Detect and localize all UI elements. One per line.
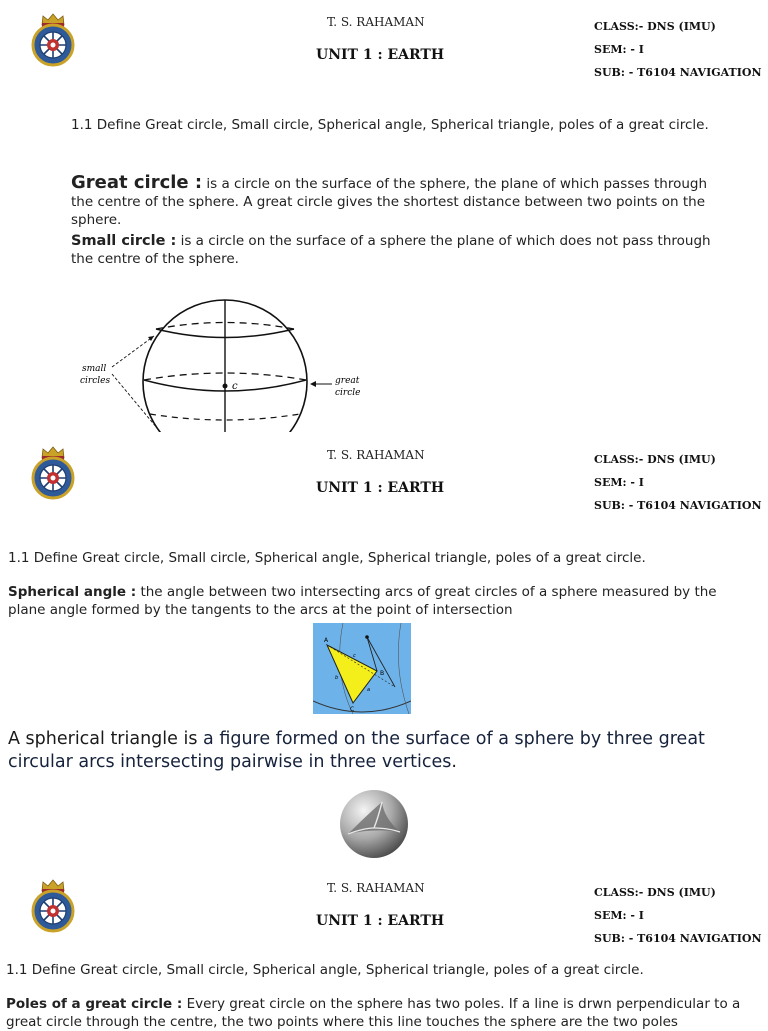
spherical-angle-figure <box>313 623 411 714</box>
header-class: CLASS:- DNS (IMU) <box>594 453 716 466</box>
figure-side-b: b <box>335 675 339 681</box>
emblem-icon <box>33 891 73 931</box>
header-unit: UNIT 1 : EARTH <box>316 47 445 63</box>
figure-side-a: a <box>367 687 371 693</box>
header-author: T. S. RAHAMAN <box>327 448 425 462</box>
figure-label-small-1: small <box>82 364 107 374</box>
poles-definition: Every great circle on the sphere has two poles. If a line is drwn perpendicular to a great circle through the centre, the two points where this line touches the sphere are the two poles <box>6 996 741 1030</box>
header-class: CLASS:- DNS (IMU) <box>594 886 716 899</box>
header-sem: SEM: - I <box>594 909 644 922</box>
great-circle-definition: is a circle on the surface of the sphere, the plane of which passes through the centre of the sphere. A great circle gives the shortest distance between two points on the sphere. <box>71 176 708 228</box>
poles-term: Poles of a great circle : <box>6 996 183 1012</box>
great-circle-term: Great circle : <box>71 172 203 193</box>
header-unit: UNIT 1 : EARTH <box>316 913 445 929</box>
figure-vertex-c: C <box>350 706 355 713</box>
spherical-angle-definition: the angle between two intersecting arcs of great circles of a sphere measured by the plane angle formed by the tangents to the arcs at the point of intersection <box>8 584 717 618</box>
spherical-triangle-figure <box>338 788 410 860</box>
institute-logo <box>29 11 77 67</box>
emblem-icon <box>33 458 73 498</box>
figure-label-great-1: great <box>335 376 360 386</box>
poles-paragraph <box>6 995 761 1031</box>
header-author: T. S. RAHAMAN <box>327 881 425 895</box>
figure-vertex-b: B <box>380 670 385 677</box>
triangle-def-rest: a figure formed on the surface of a sphere by three great circular arcs intersecting pairwise in three vertices <box>8 729 705 772</box>
objective-text: 1.1 Define Great circle, Small circle, Spherical angle, Spherical triangle, poles of a great circle. <box>8 550 646 566</box>
figure-side-c: c <box>353 653 356 659</box>
triangle-def-lead: A spherical triangle is <box>8 729 204 749</box>
header-sub: SUB: - T6104 NAVIGATION <box>594 499 762 512</box>
great-circle-paragraph <box>71 174 721 229</box>
objective-text: 1.1 Define Great circle, Small circle, Spherical angle, Spherical triangle, poles of a great circle. <box>6 962 644 978</box>
header-sem: SEM: - I <box>594 476 644 489</box>
institute-logo <box>29 877 77 933</box>
objective-text: 1.1 Define Great circle, Small circle, Spherical angle, Spherical triangle, poles of a great circle. <box>71 117 709 133</box>
header-sub: SUB: - T6104 NAVIGATION <box>594 932 762 945</box>
small-circle-term: Small circle : <box>71 233 177 249</box>
header-unit: UNIT 1 : EARTH <box>316 480 445 496</box>
figure-vertex-a: A <box>324 637 329 644</box>
figure-label-small-2: circles <box>80 376 111 386</box>
institute-logo <box>29 444 77 500</box>
header-meta <box>594 15 762 84</box>
header-class: CLASS:- DNS (IMU) <box>594 20 716 33</box>
triangle-def-end: . <box>451 752 457 772</box>
figure-label-great-2: circle <box>335 388 361 398</box>
header-meta <box>594 448 762 517</box>
spherical-angle-term: Spherical angle : <box>8 584 137 600</box>
header-meta <box>594 881 762 950</box>
small-circle-definition: is a circle on the surface of a sphere the plane of which does not pass through the centre of the sphere. <box>71 233 711 267</box>
emblem-icon <box>33 25 73 65</box>
header-sem: SEM: - I <box>594 43 644 56</box>
great-small-circle-figure <box>70 296 370 432</box>
figure-label-center: c <box>232 381 238 392</box>
spherical-angle-paragraph <box>8 583 758 619</box>
header-author: T. S. RAHAMAN <box>327 15 425 29</box>
header-sub: SUB: - T6104 NAVIGATION <box>594 66 762 79</box>
small-circle-paragraph <box>71 232 721 268</box>
spherical-triangle-definition <box>8 728 763 774</box>
